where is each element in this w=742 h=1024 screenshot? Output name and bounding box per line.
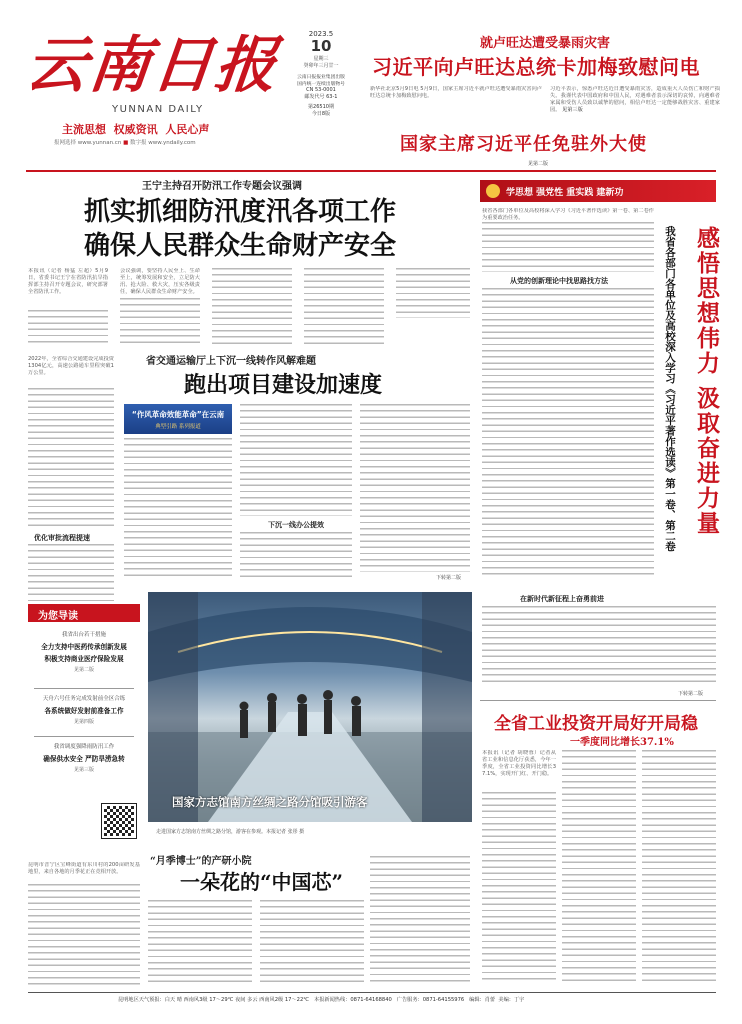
chip-lead: 昆明市晋宁区宝峰街道有东川村的200亩研发基地里，来自各地的月季花正在竞相开放。 [28,862,140,875]
issue-publisher: 云南日报报业集团出版 [297,75,345,80]
qr-code-icon[interactable] [102,804,136,838]
party-emblem-icon [486,184,500,198]
investment-headline[interactable]: 全省工业投资开局好开局稳 [494,714,698,734]
study-col-text-1 [482,288,654,578]
flood-body-text: 会议强调，要坚持人民至上、生命至上，统筹发展和安全，立足防大汛、抢大险、救大灾，压实各级责任，确保人民群众生命财产安全。 [120,268,200,295]
top-story-body-text: 习近平表示，惊悉卢旺达近日遭受暴雨灾害，造成重大人员伤亡和财产损失。我谨代表中国政府和中国人民，对遇难者表示深切的哀悼，向遇难者家属和受伤人员致以诚挚的慰问，相信卢旺达一定能够战胜灾害、重建家园。 [550,86,720,113]
study-headline-side[interactable]: 我省各部门各单位及高校深入学习《习近平著作选读》第一卷、第二卷 [664,226,676,552]
guide-item-3-line-1: 确保供水安全 严防旱涝急转 [43,755,125,763]
study-col-text-2 [482,606,716,686]
project-col-1-text [124,438,232,580]
study-lead-filler [482,222,654,272]
flood-lead-text: 本报讯（记者 杨猛 左超）5月9日，省委书记王宁在省防汛抗旱指挥部主持召开专题会议，研究部署全省防汛工作。 [28,268,108,295]
guide-item-2-line-1: 各系统做好发射前准备工作 [44,707,124,715]
guide-item-3-kicker: 我省调度强降雨防汛工作 [53,744,115,750]
guide-title-bar [28,604,140,622]
masthead-logo: 云南日报 [22,30,282,101]
guide-item-1-page: 见第二版 [73,667,94,673]
issue-cn-label: 国内统一连续出版物号 [297,82,345,87]
photo [148,592,472,822]
investment-lead-text: 本报讯（记者 胡晓蓉）记者从省工业和信息化厅获悉，今年一季度，全省工业投资同比增长37.1%，实现开门红、开门稳。 [482,750,556,777]
masthead-english: YUNNAN DAILY [112,104,204,115]
study-next[interactable]: 下转第二版 [678,691,704,697]
guide-item-3[interactable] [28,742,140,773]
flood-headline-1[interactable]: 抓实抓细防汛度汛各项工作 [84,197,397,227]
investment-lead [482,750,556,790]
chip-kicker: “月季博士”的产研小院 [150,856,252,867]
guide-divider-2 [34,736,134,737]
investment-col-3-text [642,750,716,984]
photo-illustration [148,592,472,822]
issue-year-month: 2023.5 [308,30,334,38]
project-lead-filler-2 [28,544,114,602]
top-story-lead [370,86,542,116]
chip-col-3-text [260,900,364,986]
site-url[interactable]: 报网选择 www.yunnan.cn [54,140,122,146]
investment-col-1-text [482,792,556,984]
guide-item-2[interactable] [28,694,140,725]
project-lead-filler-1 [28,388,114,530]
issue-cn: CN 53-0001 [306,87,336,93]
project-headline[interactable]: 跑出项目建设加速度 [184,372,383,398]
flood-col-4-text [304,268,384,344]
flood-col-3-text [212,268,292,344]
issue-pages: 今日8版 [311,111,331,117]
project-col-2-text [240,404,352,516]
guide-item-2-kicker: 天舟六号任务完成发射前全区合练 [42,696,126,702]
study-subhead-2: 在新时代新征程上奋勇前进 [520,595,604,603]
study-subhead-1: 从党的创新理论中找思路找方法 [510,277,608,285]
slogan-2: 权威资讯 [113,123,158,136]
guide-item-1-line-1: 全力支持中医药传承创新发展 [41,643,127,651]
study-headline-main[interactable]: 感悟思想伟力 汲取奋进力量 [693,226,720,537]
study-divider [480,700,716,701]
flood-col-2-text [120,298,200,344]
project-lead [28,356,114,386]
issue-lunar: 癸卯年三月廿一 [303,63,339,69]
study-banner-text: 学思想 强党性 重实践 建新功 [506,188,624,198]
guide-item-1-line-2: 积极支持商业医疗保险发展 [44,655,124,663]
masthead-links [54,138,196,146]
footer-ad: 广告服务：0871-64155976 [396,997,465,1003]
flood-col-1-text [28,310,108,344]
flood-body [120,268,200,296]
app-url[interactable]: www.yndaily.com [148,140,196,146]
footer-weather: 昆明地区天气预报：白天 晴 西南风3级 17～29℃ 夜间 多云 西南风2级 17～22℃ [118,997,310,1003]
masthead-slogan [62,121,209,137]
issue-day: 10 [310,37,332,55]
footer [118,996,718,1003]
issue-number: 第26510期 [308,104,334,110]
guide-item-1-kicker: 我省出台若干措施 [61,632,106,638]
photo-note: 走进国家方志馆南方丝绸之路分馆，游客在参观。本报记者 张彤 摄 [156,829,305,835]
project-kicker: 省交通运输厅上下沉一线转作风解难题 [146,356,316,367]
project-banner-title: “作风革命效能革命”在云南 [131,410,225,419]
photo-caption: 国家方志馆南方丝绸之路分馆吸引游客 [172,795,368,809]
app-label: 数字报 [130,140,147,146]
study-banner [480,180,716,202]
top-story-body [550,86,720,116]
slogan-3: 人民心声 [165,123,210,136]
flood-kicker: 王宁主持召开防汛工作专题会议强调 [142,181,302,192]
project-lead-column [28,356,114,602]
guide-item-2-page: 见第四版 [73,719,94,725]
top-story-kicker: 就卢旺达遭受暴雨灾害 [480,36,611,51]
issue-weekday: 星期三 [313,56,329,62]
project-subhead-2: 下沉一线办公提效 [268,521,324,529]
flood-headline-2[interactable]: 确保人民群众生命财产安全 [84,231,397,261]
project-banner-sub: 典型引路 系列报道 [155,424,201,430]
footer-designer: 美编：丁宇 [498,997,525,1003]
guide-box [28,604,140,860]
footer-editor: 编辑：肖蕾 [469,997,496,1003]
project-col-3-text [360,404,470,572]
guide-title: 为您导读 [38,611,78,622]
project-subhead-1: 优化审批流程提速 [34,534,90,542]
project-banner [124,404,232,434]
top-story-headline[interactable]: 习近平向卢旺达总统卡加梅致慰问电 [372,55,700,79]
project-col-2b-text [240,532,352,580]
flood-col-5-text [396,268,470,318]
app-icon: ■ [123,140,129,146]
investment-col-2-text [562,750,636,984]
chip-col-2-text [148,900,252,986]
chip-headline[interactable]: 一朵花的“中国芯” [180,870,344,894]
appointment-next[interactable]: 见第二版 [528,161,549,167]
chip-col-4-text [370,856,470,986]
masthead-rule [26,170,716,172]
footer-rule [28,992,716,993]
flood-columns [28,268,470,346]
guide-divider-1 [34,688,134,689]
issue-box [292,30,350,152]
study-lead-text: 我省各部门各单位及高校将深入学习《习近平著作选读》第一卷、第二卷作为重要政治任务。 [482,208,654,221]
project-lead-text: 2022年，全省综合交通建设完成投资1304亿元，高速公路通车里程突破1万公里。 [28,356,114,376]
footer-phone: 本报新闻热线：0871-64168840 [314,997,392,1003]
top-story-next[interactable]: 见第三版 [562,107,583,113]
investment-subhead: 一季度同比增长37.1% [570,737,674,748]
guide-item-1[interactable] [28,630,140,673]
appointment-headline[interactable]: 国家主席习近平任免驻外大使 [400,134,647,155]
guide-item-3-page: 见第三版 [73,767,94,773]
slogan-1: 主流思想 [62,123,106,136]
project-next[interactable]: 下转第二版 [436,575,462,581]
flood-lead [28,268,108,308]
chip-col-1-filler [28,884,140,986]
issue-postal: 邮发代号 63-1 [304,94,338,100]
top-story-lead-text: 新华社北京5月9日电 5月9日，国家主席习近平就卢旺达遭受暴雨灾害向卢旺达总统卡加梅致慰问电。 [370,86,542,99]
